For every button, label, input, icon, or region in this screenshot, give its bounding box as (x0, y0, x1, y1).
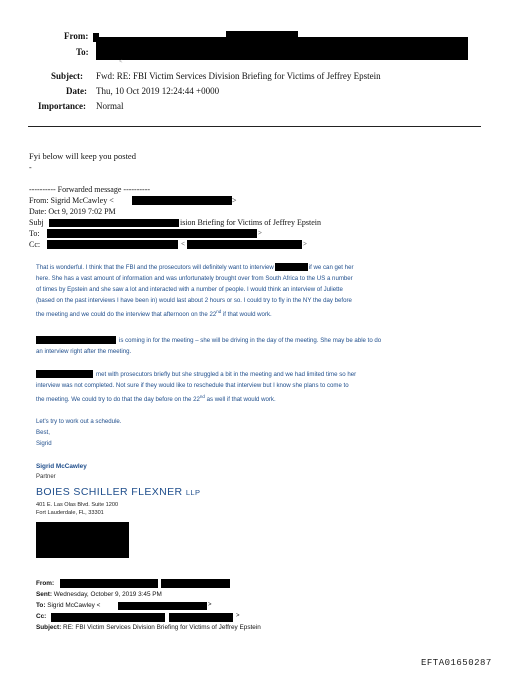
redaction-fwd-cc-2 (187, 240, 302, 249)
subject-value: Fwd: RE: FBI Victim Services Division Briefing for Victims of Jeffrey Epstein (96, 71, 381, 81)
redaction-p2-name (36, 336, 116, 344)
prior-to-label: To: (36, 602, 46, 609)
address-line-1: 401 E. Las Olas Blvd. Suite 1200 (36, 502, 119, 508)
fwd-to: To: (29, 229, 40, 238)
closing-line-1: Let's try to work out a schedule. (36, 418, 122, 425)
redaction-prior-from-1 (60, 579, 158, 588)
prior-sent-value: Wednesday, October 9, 2019 3:45 PM (53, 591, 162, 598)
firm-suffix: LLP (185, 488, 201, 497)
importance-value: Normal (96, 101, 124, 111)
p1-line-5a: the meeting and we could do the interview that afternoon on the 22 (36, 311, 217, 319)
p3-line-2: interview was not completed. Not sure if they would like to reschedule that interview but I know she plans to come to (36, 382, 349, 389)
prior-to-close: > (208, 602, 212, 608)
message-paragraph-2 (36, 335, 381, 357)
firm-logo-text (36, 486, 200, 498)
redaction-to (96, 37, 468, 60)
prior-to (36, 602, 100, 609)
fwd-from-close: > (232, 196, 237, 205)
prior-subject-value: RE: FBI Victim Services Division Briefing for Victims of Jeffrey Epstein (63, 624, 261, 631)
closing-line-3: Sigrid (36, 440, 52, 447)
p1-line-1a: That is wonderful. I think that the FBI and the prosecutors will definitely want to interview (36, 264, 274, 271)
intro-dash: - (29, 163, 32, 172)
header-divider (28, 126, 481, 127)
redaction-p3-name (36, 370, 93, 378)
forwarded-marker: ---------- Forwarded message ---------- (29, 185, 151, 194)
fwd-cc-bracket: < (181, 240, 185, 248)
fwd-date: Date: Oct 9, 2019 7:02 PM (29, 207, 116, 216)
address-line-2: Fort Lauderdale, FL, 33301 (36, 510, 104, 516)
fwd-subject-prefix: Subj (29, 218, 44, 227)
redaction-contact (36, 522, 129, 558)
redaction-fwd-cc-1 (47, 240, 178, 249)
p3-superscript: nd (199, 394, 205, 399)
redaction-fwd-from (132, 196, 232, 205)
p3-line-3a: the meeting. We could try to do that the day before on the 22 (36, 396, 200, 404)
redaction-p1-name (275, 263, 308, 271)
prior-sent-label: Sent: (36, 591, 52, 598)
date-label: Date: (66, 86, 87, 96)
subject-label: Subject: (51, 71, 83, 81)
date-value: Thu, 10 Oct 2019 12:24:44 +0000 (96, 86, 220, 96)
from-label: From: (64, 31, 89, 41)
p1-line-1b: if we can get her (308, 264, 354, 271)
redaction-prior-cc-1 (51, 613, 165, 622)
p1-superscript: nd (216, 309, 222, 314)
p1-line-3: of times by Epstein and she saw a lot and interacted with a number of people. I would think an interview of Juliette (36, 286, 343, 293)
prior-from-label: From: (36, 580, 55, 587)
message-paragraph-3 (36, 369, 356, 405)
prior-cc-label: Cc: (36, 613, 47, 620)
redaction-prior-from-2 (161, 579, 230, 588)
p3-line-1: met with prosecutors briefly but she struggled a bit in the meeting and we had limited time so her (96, 371, 357, 378)
p3-line-3b: as well if that would work. (204, 396, 276, 404)
prior-to-value: Sigrid McCawley < (47, 602, 101, 609)
prior-cc-close: > (236, 613, 240, 619)
fwd-subject-tail: ision Briefing for Victims of Jeffrey Epstein (180, 218, 321, 227)
redaction-prior-cc-2 (169, 613, 233, 622)
message-closing (36, 416, 122, 449)
p1-line-5b: if that would work. (221, 311, 272, 319)
message-paragraph-1 (36, 262, 354, 320)
to-bracket: < (119, 59, 123, 65)
bates-number: EFTA01650287 (421, 658, 492, 668)
p1-line-4: (based on the past interviews I have been in) would last about 2 hours or so. I could try to fly in the NY the day before (36, 297, 352, 304)
fwd-from: From: Sigrid McCawley < (29, 196, 114, 205)
p1-line-2: here. She has a vast amount of information and was unfortunately brought over from South Africa to the US a number (36, 275, 353, 282)
fwd-to-close: > (258, 229, 262, 237)
prior-sent (36, 591, 162, 598)
fwd-cc-close: > (303, 240, 307, 248)
prior-subject (36, 624, 261, 631)
intro-text: Fyi below will keep you posted (29, 151, 136, 161)
redaction-prior-to (118, 602, 207, 610)
p2-line-2: an interview right after the meeting. (36, 348, 132, 355)
redaction-fwd-subject (49, 219, 179, 227)
redaction-fwd-to (47, 229, 257, 238)
importance-label: Importance: (38, 101, 86, 111)
signature-title: Partner (36, 474, 56, 480)
closing-line-2: Best, (36, 429, 50, 436)
prior-subject-label: Subject: (36, 624, 62, 631)
to-label: To: (76, 47, 89, 57)
fwd-cc: Cc: (29, 240, 41, 249)
p2-line-1: is coming in for the meeting – she will be driving in the day of the meeting. She may be able to do (119, 337, 382, 344)
firm-name: BOIES SCHILLER FLEXNER (36, 486, 183, 498)
signature-name: Sigrid McCawley (36, 463, 87, 470)
